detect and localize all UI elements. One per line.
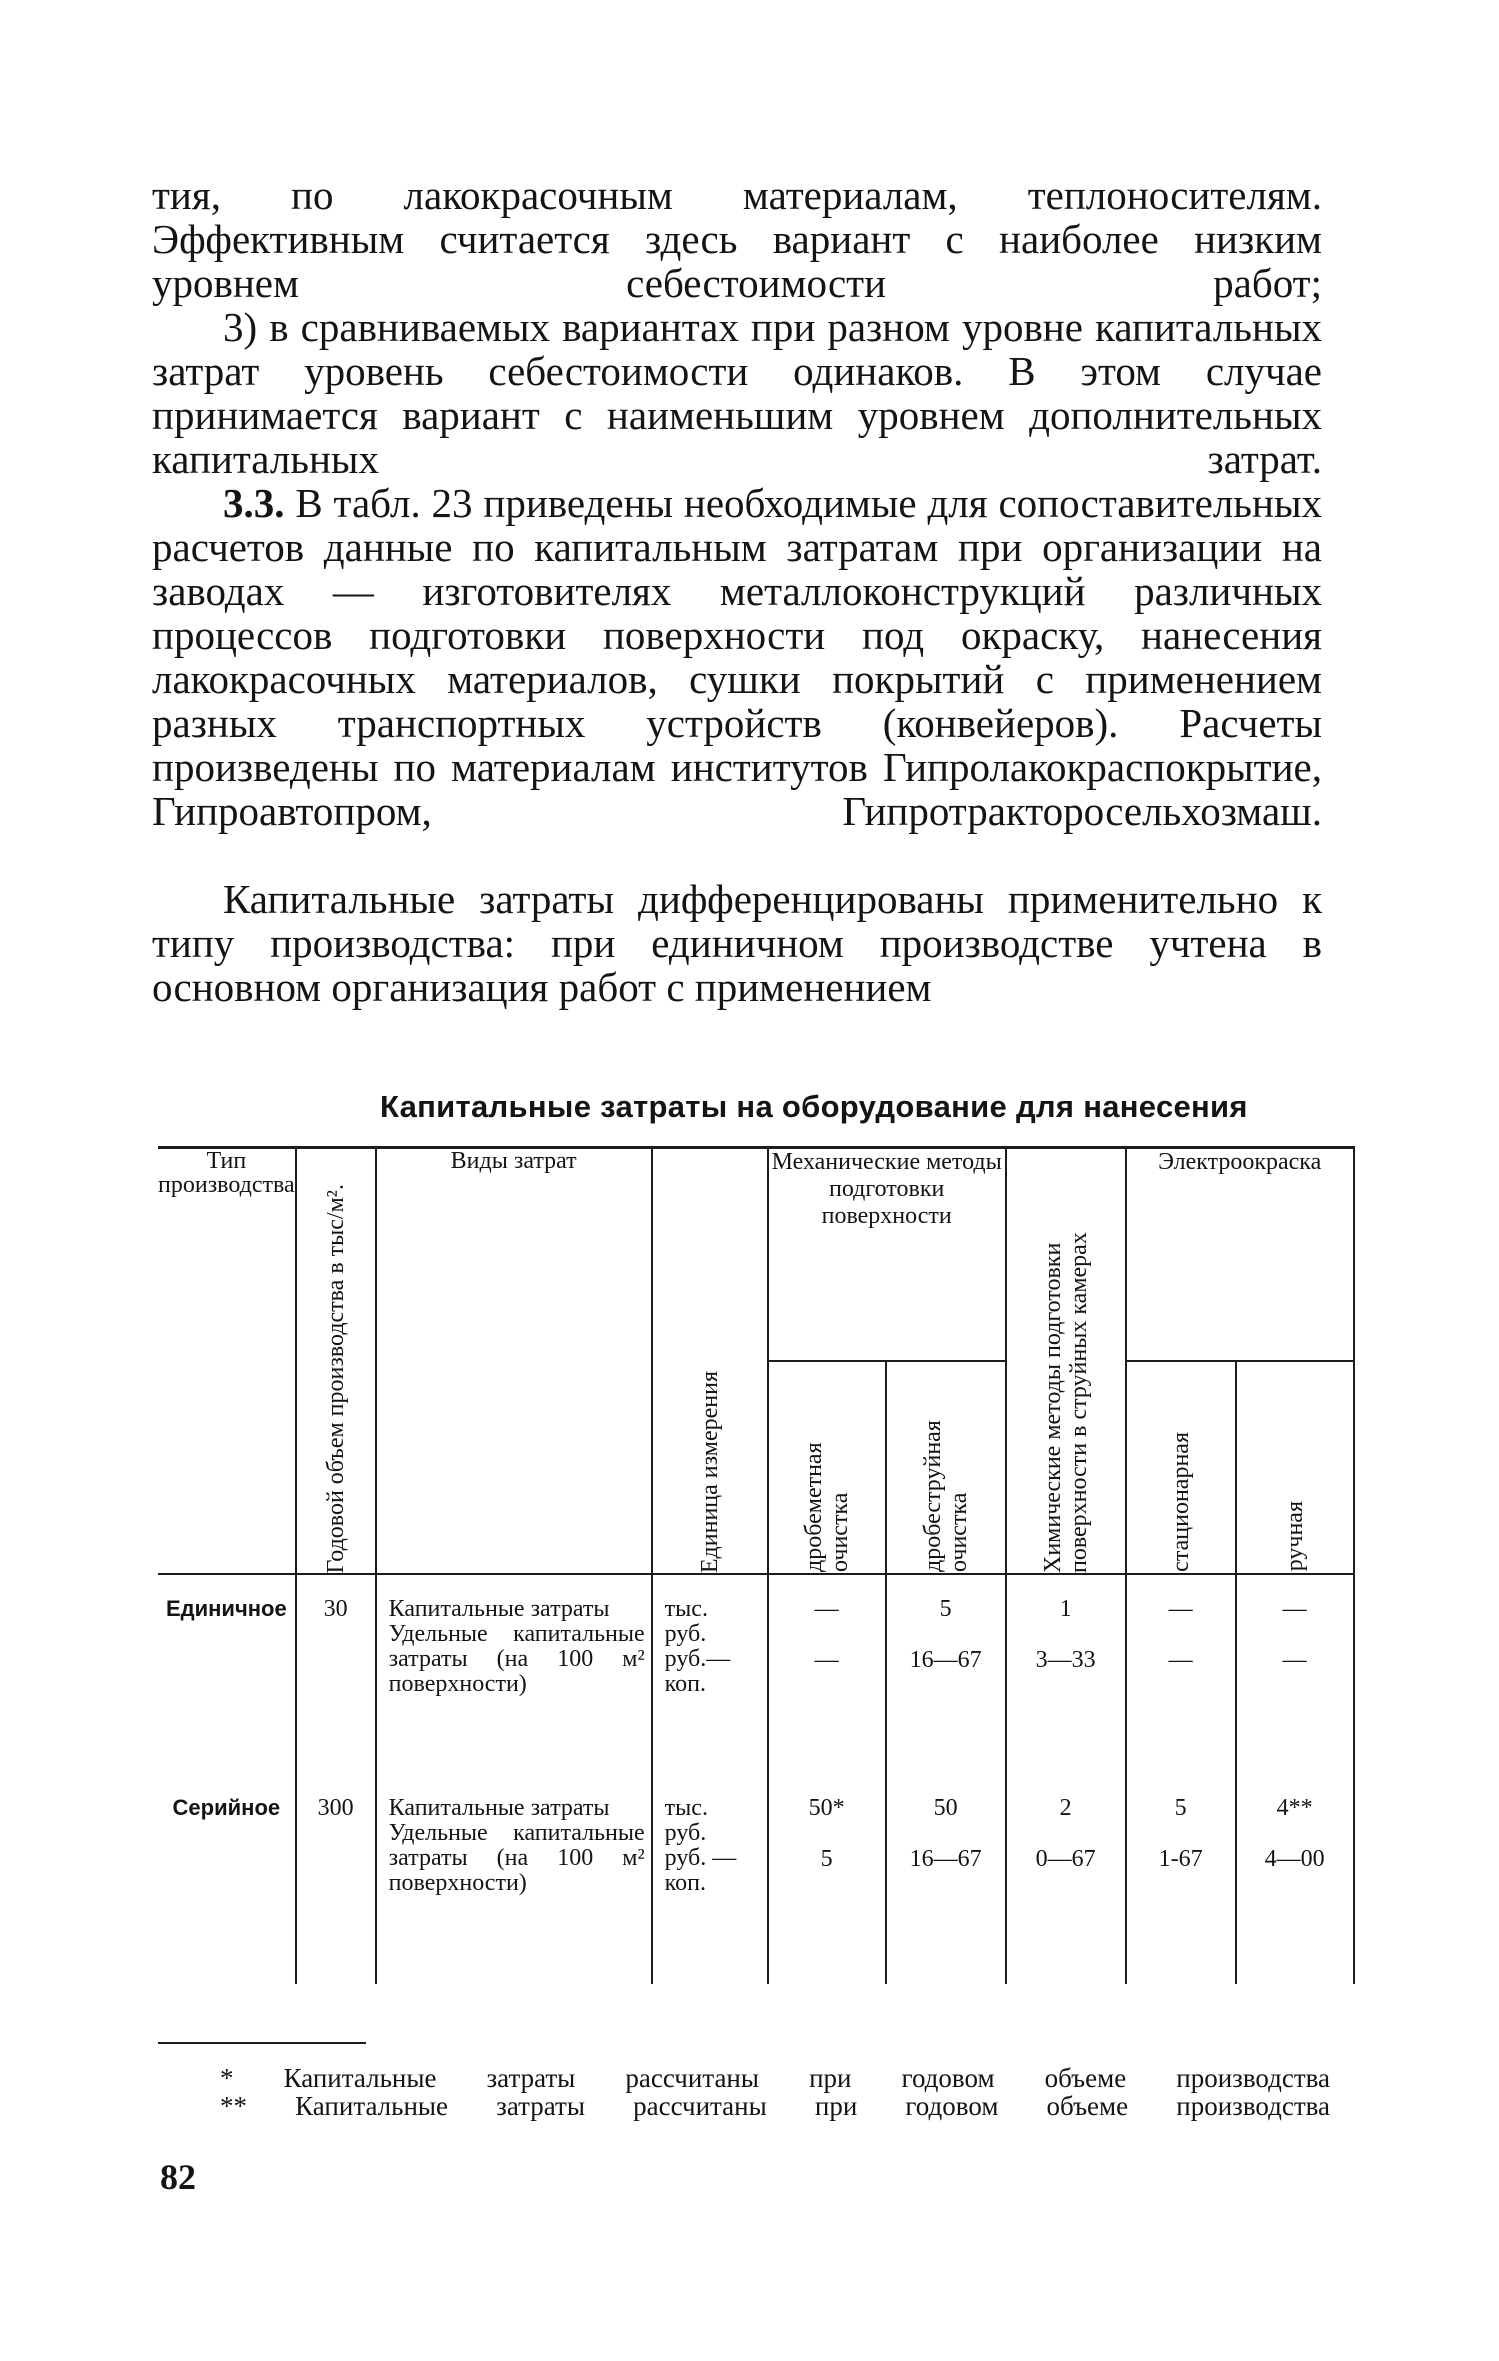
footnote-divider [158, 2042, 366, 2044]
paragraph-section-3-3 [152, 481, 1322, 833]
header-volume: Годовой объем производства в тыс/м². [296, 1148, 376, 1575]
table-title: Капитальные затраты на оборудование для нанесения [380, 1089, 1248, 1124]
cell-type: Единичное [158, 1574, 296, 1774]
cell-chemical: 1 3—33 [1006, 1574, 1126, 1774]
cell-unit: тыс. руб. руб. — коп. [652, 1774, 768, 1984]
header-manual: ручная [1236, 1361, 1354, 1574]
capital-costs-table [158, 1146, 1355, 1984]
header-mechanical-group: Механические методы подготовки поверхности [768, 1148, 1006, 1361]
cell-cost-kind: Капитальные затраты Удельные капитальные затраты (на 100 м² поверхности) [376, 1574, 652, 1774]
header-electro-group: Электроокраска [1126, 1148, 1354, 1361]
cell-volume: 30 [296, 1574, 376, 1774]
header-chemical: Химические методы подготовки поверхности в струйных камерах [1006, 1148, 1126, 1575]
cell-stationary: — — [1126, 1574, 1236, 1774]
page-number: 82 [160, 2157, 196, 2197]
paragraph-capital-costs: Капитальные затраты дифференцированы применительно к типу производства: при единичном производстве учтена в основном организация работ с применением [152, 876, 1322, 1010]
cell-manual: 4** 4—00 [1236, 1774, 1354, 1984]
cell-shot: — — [768, 1574, 886, 1774]
header-stationary: стационарная [1126, 1361, 1236, 1574]
header-unit: Единица измерения [652, 1148, 768, 1575]
header-shotblast: дробеструйная очистка [886, 1361, 1006, 1574]
paragraph-item-3: 3) в сравниваемых вариантах при разном уровне капитальных затрат уровень себестоимости одинаков. В этом случае принимается вариант с наименьшим уровнем дополнительных капитальных затрат. [152, 304, 1322, 482]
footnote-1: * Капитальные затраты рассчитаны при годовом объеме производства [220, 2063, 1330, 2093]
cell-shotblast: 50 16—67 [886, 1774, 1006, 1984]
header-cost-kind: Виды затрат [376, 1148, 652, 1575]
section-text: В табл. 23 приведены необходимые для сопоставительных расчетов данные по капитальным затратам при организации на заводах — изготовителях металлоконструкций различных процессов подготовки поверхности под окраску, нанесения лакокрасочных материалов, сушки покрытий с применением разных транспортных устройств (конвейеров). Расчеты произведены по материалам институтов Гипролакокраспокрытие, Гипроавтопром, Гипротракторосельхозмаш. [152, 480, 1322, 834]
table-row [158, 1774, 1354, 1984]
cell-unit: тыс. руб. руб.— коп. [652, 1574, 768, 1774]
cell-shotblast: 5 16—67 [886, 1574, 1006, 1774]
table-row [158, 1574, 1354, 1774]
cell-stationary: 5 1-67 [1126, 1774, 1236, 1984]
paragraph-continuation: тия, по лакокрасочным материалам, теплоносителям. Эффективным считается здесь вариант с наиболее низким уровнем себестоимости работ; [152, 172, 1322, 306]
cell-chemical: 2 0—67 [1006, 1774, 1126, 1984]
cell-shot: 50* 5 [768, 1774, 886, 1984]
cell-cost-kind: Капитальные затраты Удельные капитальные затраты (на 100 м² поверхности) [376, 1774, 652, 1984]
footnote-2: ** Капитальные затраты рассчитаны при годовом объеме производства [220, 2091, 1330, 2121]
header-shot: дробеметная очистка [768, 1361, 886, 1574]
header-type: Тип производства [158, 1148, 296, 1575]
cell-type: Серийное [158, 1774, 296, 1984]
cell-volume: 300 [296, 1774, 376, 1984]
cell-manual: — — [1236, 1574, 1354, 1774]
section-number: 3.3. [223, 480, 285, 526]
